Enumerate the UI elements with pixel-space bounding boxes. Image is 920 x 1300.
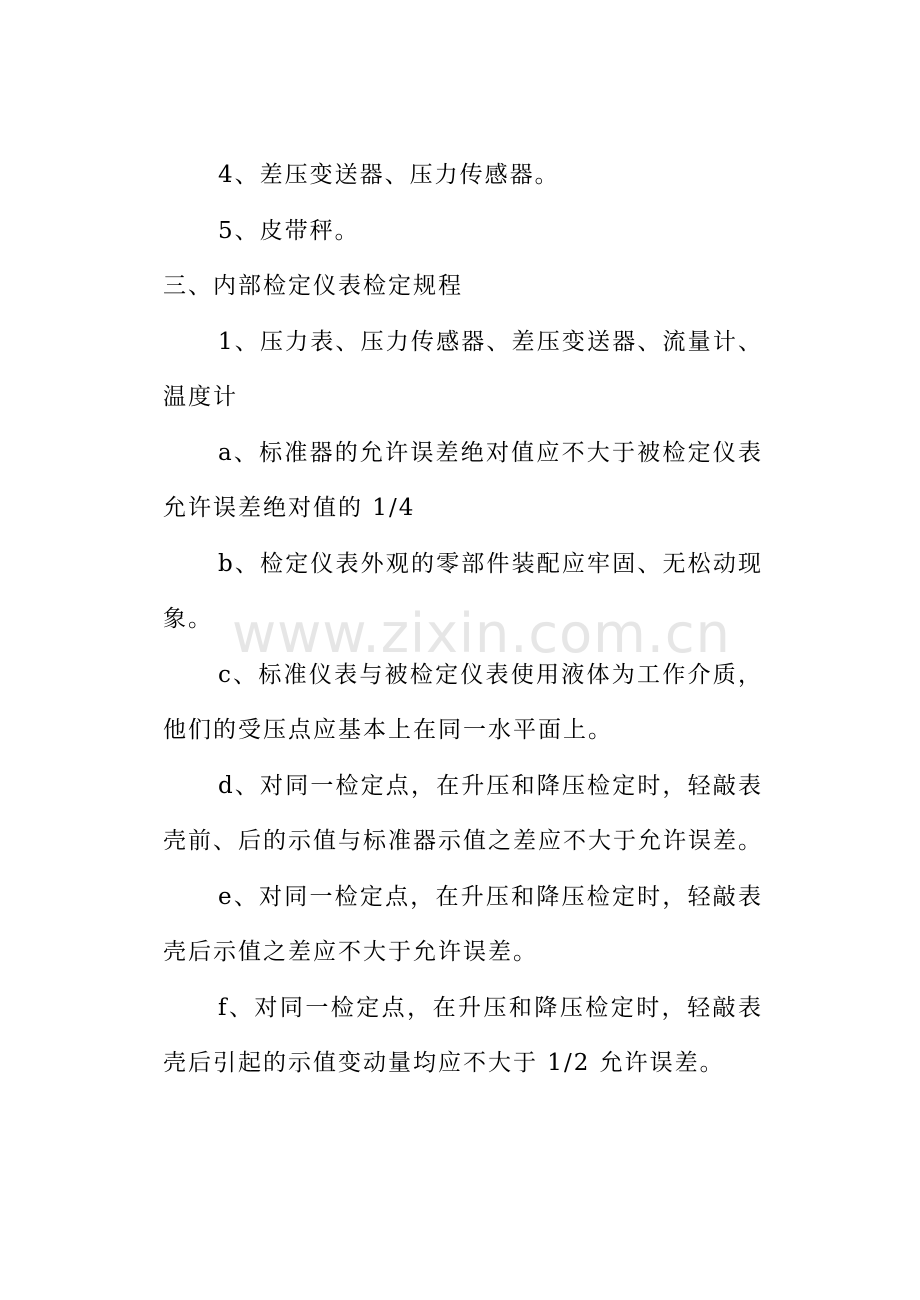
watermark: www.zixin.com.cn (232, 602, 731, 665)
paragraph-item-d: d、对同一检定点，在升压和降压检定时，轻敲表壳前、后的示值与标准器示值之差应不大于允许误差。 (163, 772, 763, 854)
paragraph-item-e: e、对同一检定点，在升压和降压检定时，轻敲表壳后示值之差应不大于允许误差。 (163, 883, 763, 965)
paragraph-item-c: c、标准仪表与被检定仪表使用液体为工作介质，他们的受压点应基本上在同一水平面上。 (163, 661, 763, 743)
paragraph-item-5: 5、皮带秤。 (218, 217, 360, 244)
paragraph-item-4: 4、差压变送器、压力传感器。 (218, 162, 560, 188)
paragraph-item-1: 1、压力表、压力传感器、差压变送器、流量计、温度计 (163, 328, 763, 410)
paragraph-item-f: f、对同一检定点，在升压和降压检定时，轻敲表壳后引起的示值变动量均应不大于 1/2 允许误差。 (163, 994, 763, 1076)
section-heading: 三、内部检定仪表检定规程 (163, 273, 463, 299)
document-body (163, 148, 763, 1092)
paragraph-item-a: a、标准器的允许误差绝对值应不大于被检定仪表允许误差绝对值的 1/4 (163, 439, 763, 521)
paragraph-item-b: b、检定仪表外观的零部件装配应牢固、无松动现象。 (163, 550, 763, 632)
